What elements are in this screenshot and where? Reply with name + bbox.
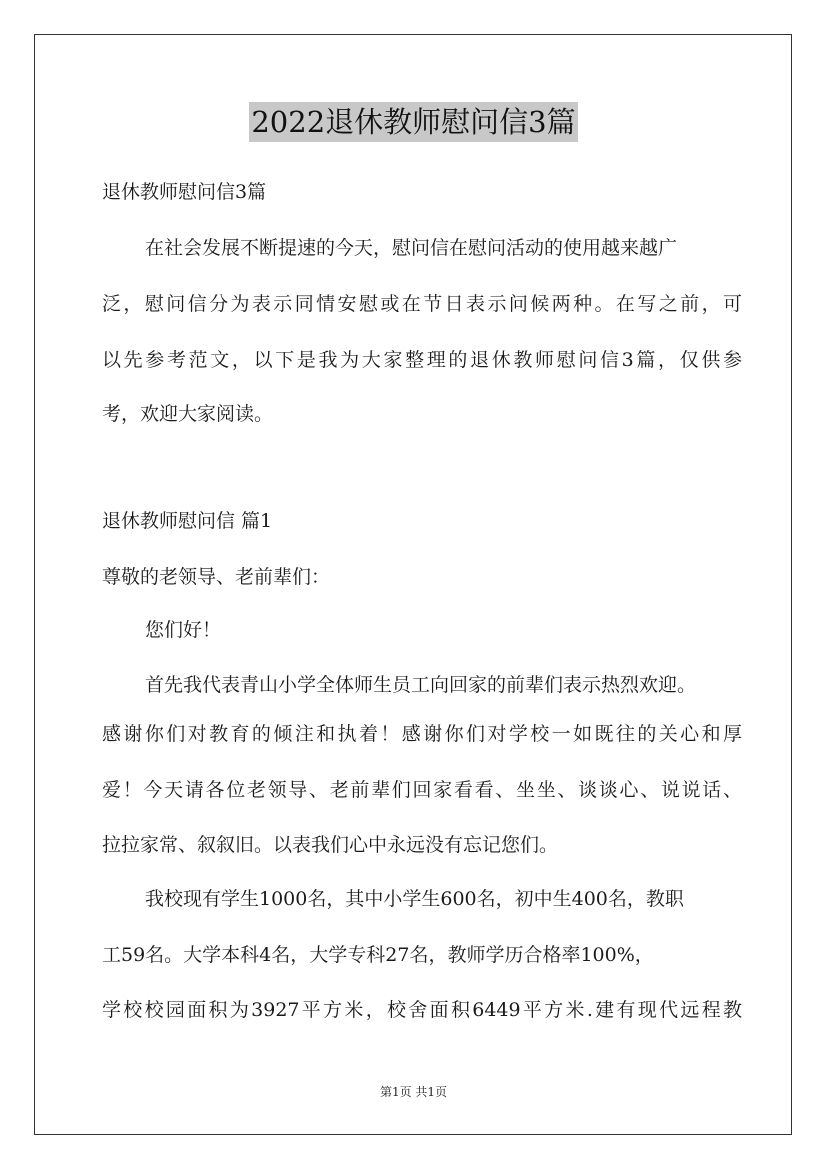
intro-line-2: 泛，慰问信分为表示同情安慰或在节日表示问候两种。在写之前，可	[102, 293, 742, 315]
paragraph1-line-2: 感谢你们对教育的倾注和执着！感谢你们对学校一如既往的关心和厚	[102, 723, 742, 745]
intro-line-1: 在社会发展不断提速的今天，慰问信在慰问活动的使用越来越广	[145, 237, 678, 259]
paragraph2-line-1: 我校现有学生1000名，其中小学生600名，初中生400名，教职	[145, 888, 684, 910]
greeting: 您们好！	[145, 619, 222, 641]
paragraph1-line-1: 首先我代表青山小学全体师生员工向回家的前辈们表示热烈欢迎。	[145, 674, 697, 696]
paragraph1-line-3: 爱！今天请各位老领导、老前辈们回家看看、坐坐、谈谈心、说说话、	[102, 779, 742, 801]
salutation: 尊敬的老领导、老前辈们：	[102, 566, 331, 588]
document-subtitle: 退休教师慰问信3篇	[102, 181, 267, 203]
paragraph2-line-3: 学校校园面积为3927平方米，校舍面积6449平方米.建有现代远程教	[102, 999, 742, 1021]
page-footer: 第1页 共1页	[379, 1085, 448, 1099]
section-heading: 退休教师慰问信 篇1	[102, 510, 273, 532]
paragraph1-line-4: 拉拉家常、叙叙旧。以表我们心中永远没有忘记您们。	[102, 834, 559, 856]
document-title: 2022退休教师慰问信3篇	[249, 102, 577, 142]
intro-line-3: 以先参考范文，以下是我为大家整理的退休教师慰问信3篇，仅供参	[102, 349, 742, 371]
intro-line-4: 考，欢迎大家阅读。	[102, 403, 274, 425]
title-container	[0, 102, 827, 142]
paragraph2-line-2: 工59名。大学本科4名，大学专科27名，教师学历合格率100%，	[102, 944, 654, 966]
